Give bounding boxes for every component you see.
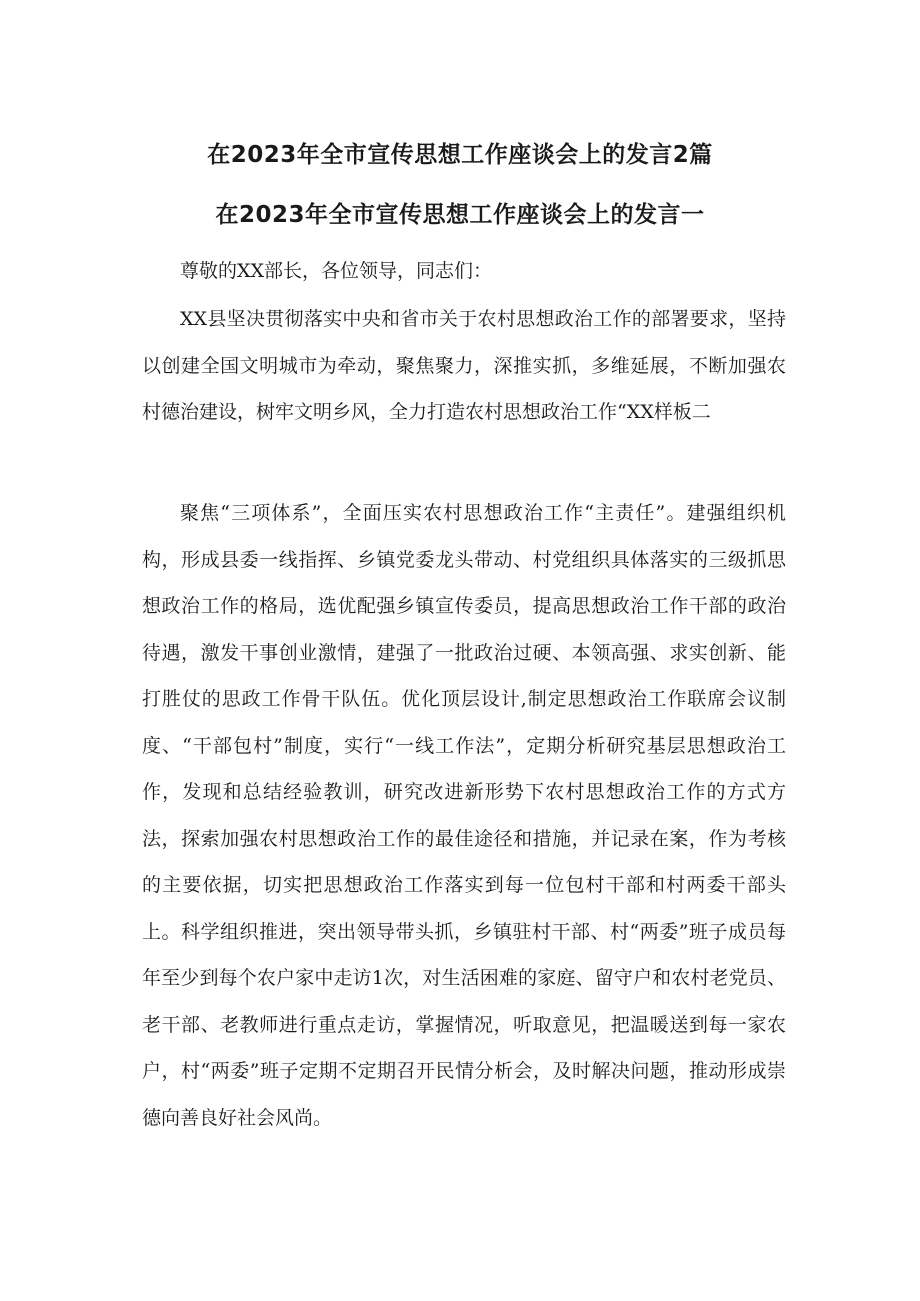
document-title: 在2023年全市宣传思想工作座谈会上的发言2篇 [207, 142, 713, 168]
paragraph-1: XX县坚决贯彻落实中央和省市关于农村思想政治工作的部署要求，坚持以创建全国文明城市为牵动，聚焦聚力，深推实抓，多维延展，不断加强农村德治建设，树牢文明乡风，全力打造农村思想政治工作“XX样板二 [142, 308, 786, 423]
paragraph-2: 聚焦“三项体系”，全面压实农村思想政治工作“主责任”。建强组织机构，形成县委一线指挥、乡镇党委龙头带动、村党组织具体落实的三级抓思想政治工作的格局，选优配强乡镇宣传委员，提高思想政治工作干部的政治待遇，激发干事创业激情，建强了一批政治过硬、本领高强、求实创新、能打胜仗的思政工作骨干队伍。优化顶层设计,制定思想政治工作联席会议制度、“干部包村”制度，实行“一线工作法”，定期分析研究基层思想政治工作，发现和总结经验教训，研究改进新形势下农村思想政治工作的方式方法，探索加强农村思想政治工作的最佳途径和措施，并记录在案，作为考核的主要依据，切实把思想政治工作落实到每一位包村干部和村两委干部头上。科学组织推进，突出领导带头抓，乡镇驻村干部、村“两委”班子成员每年至少到每个农户家中走访1次，对生活困难的家庭、留守户和农村老党员、老干部、老教师进行重点走访，掌握情况，听取意见，把温暖送到每一家农户，村“两委”班子定期不定期召开民情分析会，及时解决问题，推动形成崇德向善良好社会风尚。 [142, 502, 786, 1129]
salutation: 尊敬的XX部长，各位领导，同志们： [180, 260, 493, 282]
section-title: 在2023年全市宣传思想工作座谈会上的发言一 [215, 202, 705, 228]
